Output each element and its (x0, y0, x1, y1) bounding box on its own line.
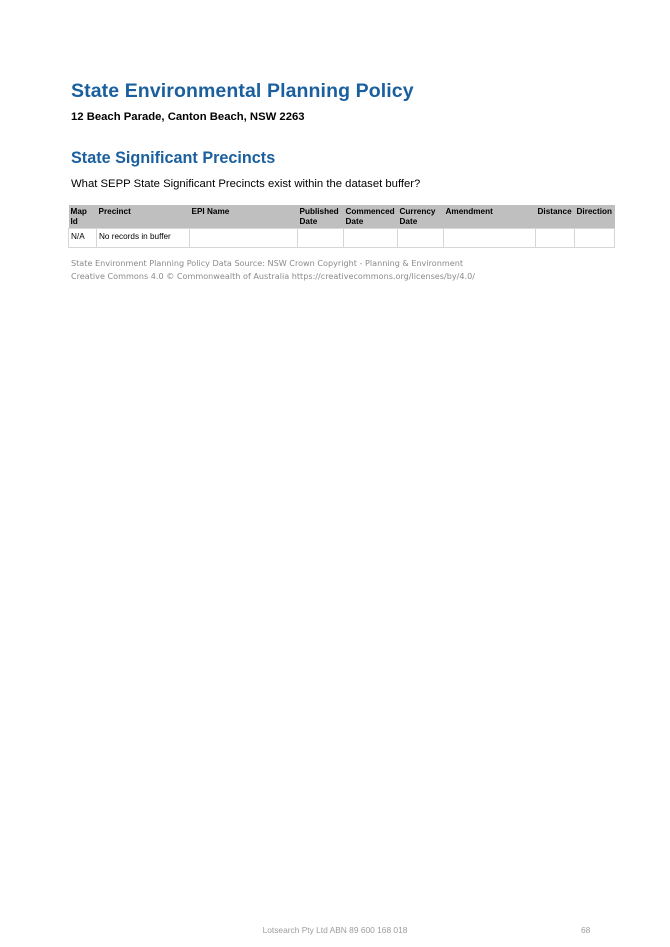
cell-map-id: N/A (69, 229, 97, 248)
cell-commenced-date (344, 229, 398, 248)
column-header-map-id: Map Id (69, 205, 97, 229)
column-header-published-date: Published Date (298, 205, 344, 229)
table-row (69, 229, 615, 248)
page-number: 68 (581, 925, 591, 935)
column-header-epi-name: EPI Name (190, 205, 298, 229)
table-header-row (69, 205, 615, 229)
column-header-precinct: Precinct (97, 205, 190, 229)
cell-epi-name (190, 229, 298, 248)
license-line: Creative Commons 4.0 © Commonwealth of Australia https://creativecommons.org/licenses/by/4.0/ (71, 270, 475, 281)
section-title: State Significant Precincts (71, 149, 276, 167)
section-question: What SEPP State Significant Precincts exist within the dataset buffer? (71, 178, 421, 190)
page-title: State Environmental Planning Policy (71, 80, 414, 102)
column-header-currency-date: Currency Date (398, 205, 444, 229)
column-header-amendment: Amendment (444, 205, 536, 229)
cell-currency-date (398, 229, 444, 248)
cell-distance (536, 229, 575, 248)
site-address: 12 Beach Parade, Canton Beach, NSW 2263 (71, 111, 305, 123)
data-source-note (71, 257, 475, 282)
cell-published-date (298, 229, 344, 248)
cell-amendment (444, 229, 536, 248)
cell-direction (575, 229, 615, 248)
column-header-direction: Direction (575, 205, 615, 229)
records-table (68, 205, 615, 248)
column-header-distance: Distance (536, 205, 575, 229)
column-header-commenced-date: Commenced Date (344, 205, 398, 229)
footer-company: Lotsearch Pty Ltd ABN 89 600 168 018 (262, 925, 408, 935)
cell-precinct: No records in buffer (97, 229, 190, 248)
data-source-line: State Environment Planning Policy Data Source: NSW Crown Copyright - Planning & Environment (71, 258, 463, 268)
